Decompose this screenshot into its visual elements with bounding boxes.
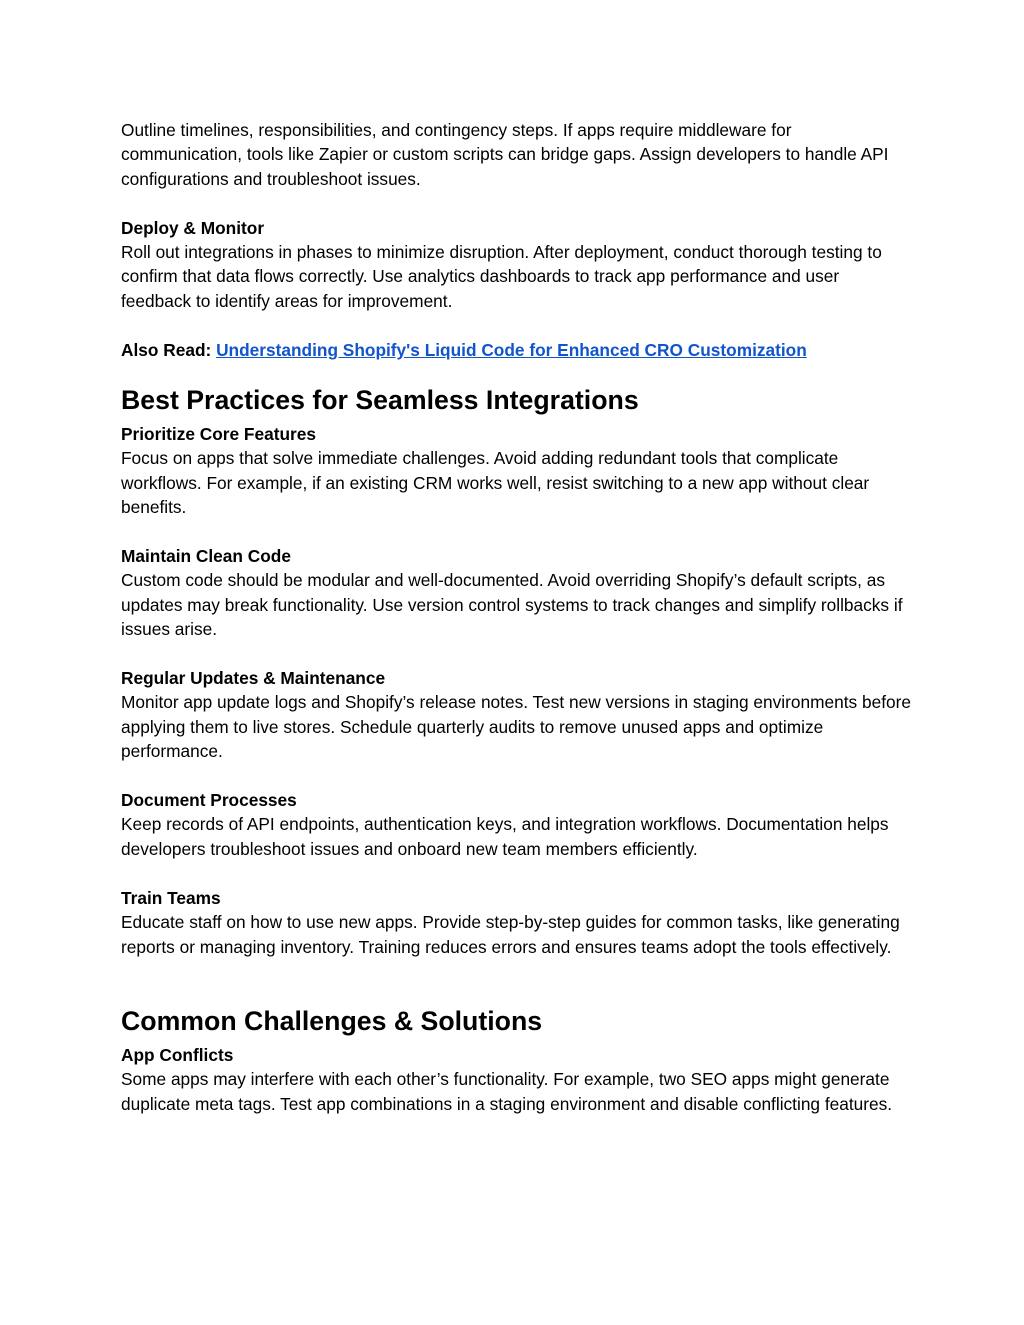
spacer	[121, 642, 911, 666]
also-read-line	[121, 338, 911, 362]
best-practice-title: Maintain Clean Code	[121, 546, 291, 567]
deploy-heading: Deploy & Monitor	[121, 217, 265, 238]
best-practice-title: Prioritize Core Features	[121, 424, 316, 445]
best-practice-text: Custom code should be modular and well-documented. Avoid overriding Shopify’s default scripts, as updates may break functionality. Use version control systems to track changes and simplify rollbacks if issues arise.	[121, 570, 903, 640]
best-practice-text: Educate staff on how to use new apps. Provide step-by-step guides for common tasks, like generating reports or managing inventory. Training reduces errors and ensures teams adopt the tools effectively.	[121, 912, 900, 957]
best-practice-item	[121, 788, 911, 861]
best-practice-item	[121, 666, 911, 764]
spacer	[121, 313, 911, 337]
spacer	[121, 861, 911, 885]
also-read-link[interactable]: Understanding Shopify's Liquid Code for Enhanced CRO Customization	[216, 339, 807, 360]
also-read-label: Also Read:	[121, 339, 212, 360]
intro-paragraph: Outline timelines, responsibilities, and contingency steps. If apps require middleware for communication, tools like Zapier or custom scripts can bridge gaps. Assign developers to handle API configurations and troubleshoot issues.	[121, 120, 889, 189]
best-practice-text: Monitor app update logs and Shopify’s release notes. Test new versions in staging environments before applying them to live stores. Schedule quarterly audits to remove unused apps and optimize performance.	[121, 692, 911, 762]
best-practice-item	[121, 886, 911, 959]
deploy-section	[121, 216, 911, 314]
challenge-item	[121, 1043, 911, 1116]
best-practice-title: Regular Updates & Maintenance	[121, 668, 386, 689]
best-practice-title: Document Processes	[121, 790, 297, 811]
challenge-title: App Conflicts	[121, 1044, 234, 1065]
spacer	[121, 764, 911, 788]
document-page	[121, 118, 911, 1116]
best-practices-heading: Best Practices for Seamless Integrations	[121, 385, 639, 416]
best-practice-text: Keep records of API endpoints, authentication keys, and integration workflows. Documentation helps developers troubleshoot issues and onboard new team members efficiently.	[121, 814, 889, 859]
spacer	[121, 191, 911, 215]
best-practice-item	[121, 544, 911, 642]
spacer	[121, 520, 911, 544]
challenge-text: Some apps may interfere with each other’s functionality. For example, two SEO apps might generate duplicate meta tags. Test app combinations in a staging environment and disable conflicting features.	[121, 1069, 893, 1114]
deploy-text: Roll out integrations in phases to minimize disruption. After deployment, conduct thorough testing to confirm that data flows correctly. Use analytics dashboards to track app performance and user feedback to identify areas for improvement.	[121, 242, 882, 311]
challenges-heading: Common Challenges & Solutions	[121, 1005, 543, 1036]
best-practice-title: Train Teams	[121, 887, 221, 908]
best-practice-text: Focus on apps that solve immediate challenges. Avoid adding redundant tools that complicate workflows. For example, if an existing CRM works well, resist switching to a new app without clear benefits.	[121, 448, 870, 518]
best-practice-item	[121, 422, 911, 520]
